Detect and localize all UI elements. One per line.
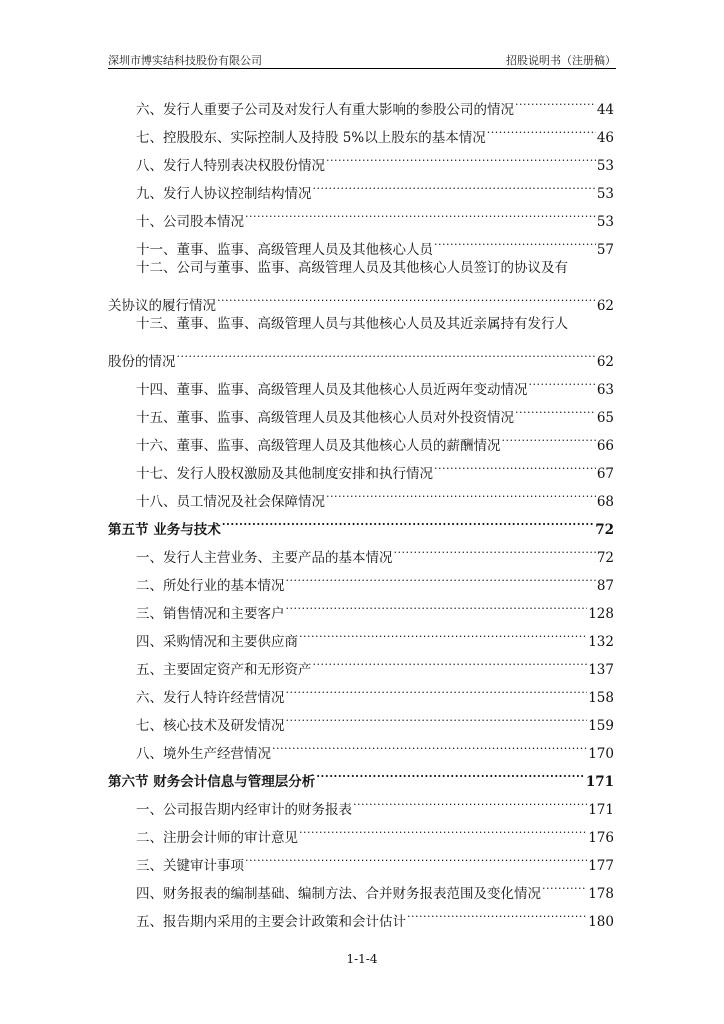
dot-leader — [299, 618, 587, 646]
toc-entry-title: 五、主要固定资产和无形资产 — [136, 662, 312, 678]
toc-entry-page: 87 — [596, 578, 614, 594]
toc-entry-title: 二、注册会计师的审计意见 — [136, 830, 298, 846]
toc-entry-page: 171 — [588, 802, 614, 818]
dot-leader — [245, 198, 596, 226]
page-header — [108, 52, 616, 69]
page-number: 1-1-4 — [346, 952, 378, 966]
toc-section-title: 第六节 财务会计信息与管理层分析 — [108, 774, 316, 790]
dot-leader — [313, 170, 596, 198]
toc-entry[interactable] — [108, 310, 614, 338]
toc-entry-page: 62 — [596, 298, 614, 314]
dot-leader — [487, 114, 596, 142]
toc-entry-page: 170 — [588, 746, 614, 762]
dot-leader — [515, 394, 596, 422]
toc-entry-page: 46 — [596, 130, 614, 146]
toc-entry-page: 132 — [588, 634, 614, 650]
toc-entry-page: 53 — [596, 186, 614, 202]
toc-entry-page: 62 — [596, 354, 614, 370]
dot-leader — [222, 506, 595, 534]
dot-leader — [326, 478, 596, 506]
toc-entry-page: 159 — [588, 718, 614, 734]
toc-entry-page: 53 — [596, 214, 614, 230]
toc-section-page: 171 — [585, 774, 614, 790]
dot-leader — [286, 674, 588, 702]
toc-entry-title: 一、公司报告期内经审计的财务报表 — [136, 802, 352, 818]
toc-entry-title: 九、发行人协议控制结构情况 — [136, 186, 312, 202]
toc-section-title: 第五节 业务与技术 — [108, 522, 221, 538]
toc-entry-title: 八、境外生产经营情况 — [136, 746, 271, 762]
dot-leader — [286, 590, 588, 618]
toc-entry-title: 一、发行人主营业务、主要产品的基本情况 — [136, 550, 393, 566]
dot-leader — [286, 562, 596, 590]
toc-entry-page: 57 — [596, 242, 614, 258]
toc-entry-title: 十五、董事、监事、高级管理人员及其他核心人员对外投资情况 — [136, 410, 514, 426]
dot-leader — [313, 646, 588, 674]
dot-leader — [177, 338, 596, 366]
toc-entry-page: 158 — [588, 690, 614, 706]
toc-entry-title: 七、核心技术及研发情况 — [136, 718, 285, 734]
toc-entry-title: 八、发行人特别表决权股份情况 — [136, 158, 325, 174]
toc-entry-title: 十一、董事、监事、高级管理人员及其他核心人员 — [136, 242, 433, 258]
header-doc-type: 招股说明书（注册稿） — [506, 54, 616, 67]
toc-entry-continuation[interactable] — [108, 282, 614, 314]
dot-leader — [326, 142, 596, 170]
toc-entry-page: 177 — [588, 858, 614, 874]
dot-leader — [217, 282, 596, 310]
dot-leader — [407, 898, 587, 926]
toc-entry-title-continued: 股份的情况 — [108, 354, 176, 370]
toc-entry-title: 十三、董事、监事、高级管理人员与其他核心人员及其近亲属持有发行人 — [136, 316, 568, 332]
toc-entry[interactable] — [108, 86, 614, 118]
dot-leader — [434, 450, 596, 478]
toc-entry-page: 128 — [588, 606, 614, 622]
dot-leader — [434, 226, 596, 254]
toc-entry-page: 67 — [596, 466, 614, 482]
toc-entry-title: 十二、公司与董事、监事、高级管理人员及其他核心人员签订的协议及有 — [136, 260, 568, 276]
dot-leader — [272, 730, 587, 758]
toc-entry-title: 七、控股股东、实际控制人及持股 5%以上股东的基本情况 — [136, 130, 486, 146]
toc-entry-continuation[interactable] — [108, 338, 614, 370]
dot-leader — [529, 366, 596, 394]
dot-leader — [502, 422, 596, 450]
dot-leader — [299, 814, 587, 842]
toc-entry-title: 四、财务报表的编制基础、编制方法、合并财务报表范围及变化情况 — [136, 886, 541, 902]
toc-entry-title: 十七、发行人股权激励及其他制度安排和执行情况 — [136, 466, 433, 482]
header-company: 深圳市博实结科技股份有限公司 — [108, 54, 262, 67]
toc-entry-title: 十六、董事、监事、高级管理人员及其他核心人员的薪酬情况 — [136, 438, 501, 454]
toc-entry-page: 65 — [596, 410, 614, 426]
toc-entry-title-continued: 关协议的履行情况 — [108, 298, 216, 314]
toc-entry-page: 63 — [596, 382, 614, 398]
toc-entry-title: 十八、员工情况及社会保障情况 — [136, 494, 325, 510]
toc-entry[interactable] — [108, 254, 614, 282]
toc-entry[interactable] — [108, 366, 614, 398]
toc-entry-title: 五、报告期内采用的主要会计政策和会计估计 — [136, 914, 406, 930]
toc-entry-title: 六、发行人重要子公司及对发行人有重大影响的参股公司的情况 — [136, 102, 514, 118]
toc-entry-title: 三、关键审计事项 — [136, 858, 244, 874]
dot-leader — [316, 758, 585, 786]
toc-entry-page: 176 — [588, 830, 614, 846]
toc-entry-title: 六、发行人特许经营情况 — [136, 690, 285, 706]
toc-entry-page: 178 — [588, 886, 614, 902]
dot-leader — [245, 842, 587, 870]
toc-entry-page: 68 — [596, 494, 614, 510]
toc-entry-page: 66 — [596, 438, 614, 454]
toc-entry-page: 137 — [588, 662, 614, 678]
dot-leader — [542, 870, 587, 898]
toc-entry-title: 二、所处行业的基本情况 — [136, 578, 285, 594]
toc-entry-title: 十、公司股本情况 — [136, 214, 244, 230]
dot-leader — [515, 86, 596, 114]
table-of-contents — [108, 86, 614, 930]
toc-entry-title: 四、采购情况和主要供应商 — [136, 634, 298, 650]
dot-leader — [353, 786, 587, 814]
toc-entry-page: 53 — [596, 158, 614, 174]
toc-entry-page: 44 — [596, 102, 614, 118]
toc-entry-title: 十四、董事、监事、高级管理人员及其他核心人员近两年变动情况 — [136, 382, 528, 398]
dot-leader — [286, 702, 588, 730]
toc-section-page: 72 — [595, 522, 614, 538]
dot-leader — [394, 534, 596, 562]
toc-entry-title: 三、销售情况和主要客户 — [136, 606, 285, 622]
toc-entry-page: 72 — [596, 550, 614, 566]
toc-entry-page: 180 — [588, 914, 614, 930]
